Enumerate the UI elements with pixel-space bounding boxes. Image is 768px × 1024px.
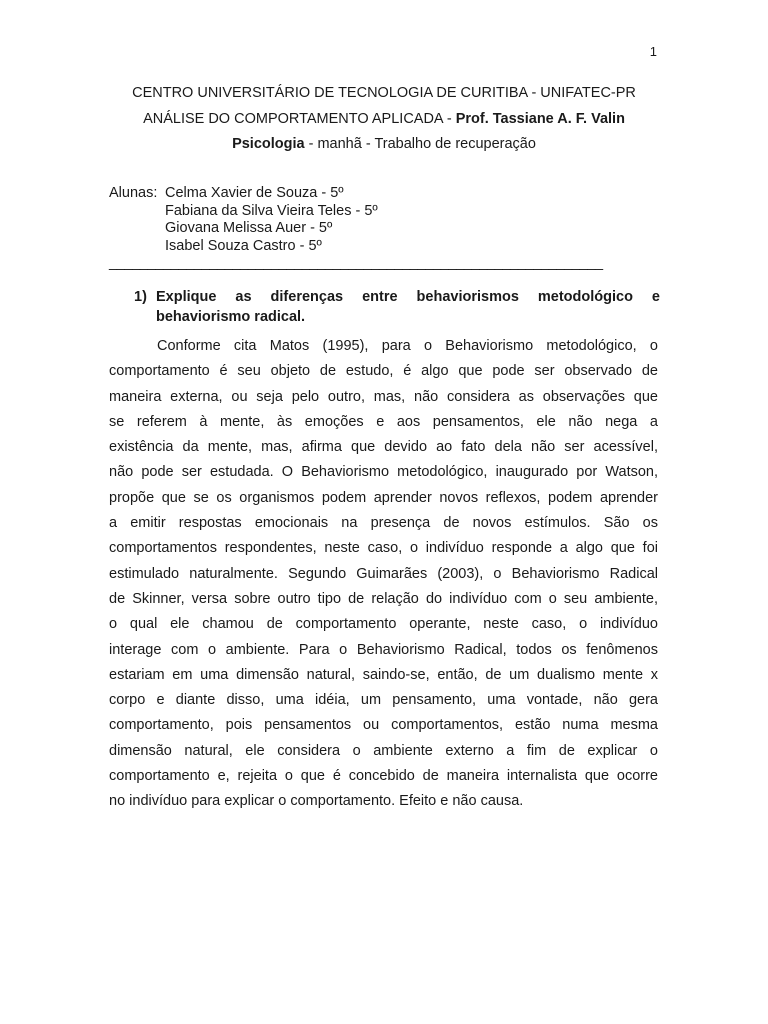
answer-line: no indivíduo para explicar o comportamento. Efeito e não causa.	[109, 793, 524, 810]
answer-line: de Skinner, versa sobre outro tipo de relação do indivíduo com o seu ambiente,	[109, 590, 658, 607]
question-line: Explique as diferenças entre behaviorismos metodológico e	[156, 289, 660, 305]
answer-line: maneira externa, ou seja pelo outro, mas, não considera as observações que	[109, 388, 658, 405]
institution-title: CENTRO UNIVERSITÁRIO DE TECNOLOGIA DE CURITIBA - UNIFATEC-PR	[132, 85, 636, 101]
answer-line: propõe que se os organismos podem aprender novos reflexos, podem aprender	[109, 489, 658, 506]
answer-line: interage com o ambiente. Para o Behaviorismo Radical, todos os fenômenos	[109, 641, 658, 658]
answer-line: comportamento e, rejeita o que é concebido de maneira internalista que ocorre	[109, 768, 658, 785]
student-name: Celma Xavier de Souza - 5º	[165, 185, 344, 201]
answer-line: estimulado naturalmente. Segundo Guimarães (2003), o Behaviorismo Radical	[109, 565, 658, 582]
answer-line: Conforme cita Matos (1995), para o Behaviorismo metodológico, o	[157, 338, 658, 354]
subject-name: ANÁLISE DO COMPORTAMENTO APLICADA -	[143, 111, 456, 127]
student-name: Fabiana da Silva Vieira Teles - 5º	[165, 202, 378, 219]
student-name: Giovana Melissa Auer - 5º	[165, 220, 333, 236]
question-line: behaviorismo radical.	[156, 309, 306, 325]
answer-line: não pode ser estudada. O Behaviorismo metodológico, inaugurado por Watson,	[109, 464, 658, 481]
student-name: Isabel Souza Castro - 5º	[165, 237, 322, 254]
answer-line: existência da mente, mas, afirma que devido ao fato dela não ser acessível,	[109, 439, 658, 456]
answer-line: o qual ele chamou de comportamento operante, neste caso, o indivíduo	[109, 616, 658, 633]
answer-paragraph	[109, 334, 658, 815]
question-number: 1)	[134, 289, 147, 305]
course-subject-line	[0, 111, 768, 127]
course-shift-line	[0, 136, 768, 152]
student-row	[109, 203, 378, 221]
question-text	[156, 287, 660, 327]
shift-and-assignment: - manhã - Trabalho de recuperação	[304, 136, 536, 152]
answer-line: comportamento, pois pensamentos ou comportamentos, estão numa mesma	[109, 717, 658, 734]
course-name: Psicologia	[232, 136, 305, 152]
professor-name: Prof. Tassiane A. F. Valin	[455, 111, 625, 127]
students-block	[109, 185, 378, 255]
answer-line: estariam em uma dimensão natural, saindo-se, então, de um dualismo mente x	[109, 666, 658, 683]
answer-line: comportamento é seu objeto de estudo, é algo que pode ser observado de	[109, 363, 658, 380]
student-row	[109, 185, 378, 203]
question-block	[134, 287, 660, 327]
student-row	[109, 238, 378, 256]
answer-line: corpo e diante disso, uma idéia, um pensamento, uma vontade, não gera	[109, 692, 658, 709]
student-row	[109, 220, 378, 238]
students-label: Alunas:	[109, 185, 158, 201]
answer-line: se referem à mente, às emoções e aos pensamentos, ele não nega a	[109, 413, 658, 430]
answer-line: dimensão natural, ele considera o ambiente externo a fim de explicar o	[109, 742, 658, 759]
answer-line: a emitir respostas emocionais na presença de novos estímulos. São os	[109, 515, 658, 532]
answer-line: comportamentos respondentes, neste caso, o indivíduo responde a algo que foi	[109, 540, 658, 557]
separator-line: ________________________________________________________________	[109, 255, 603, 271]
page-number: 1	[649, 44, 657, 59]
